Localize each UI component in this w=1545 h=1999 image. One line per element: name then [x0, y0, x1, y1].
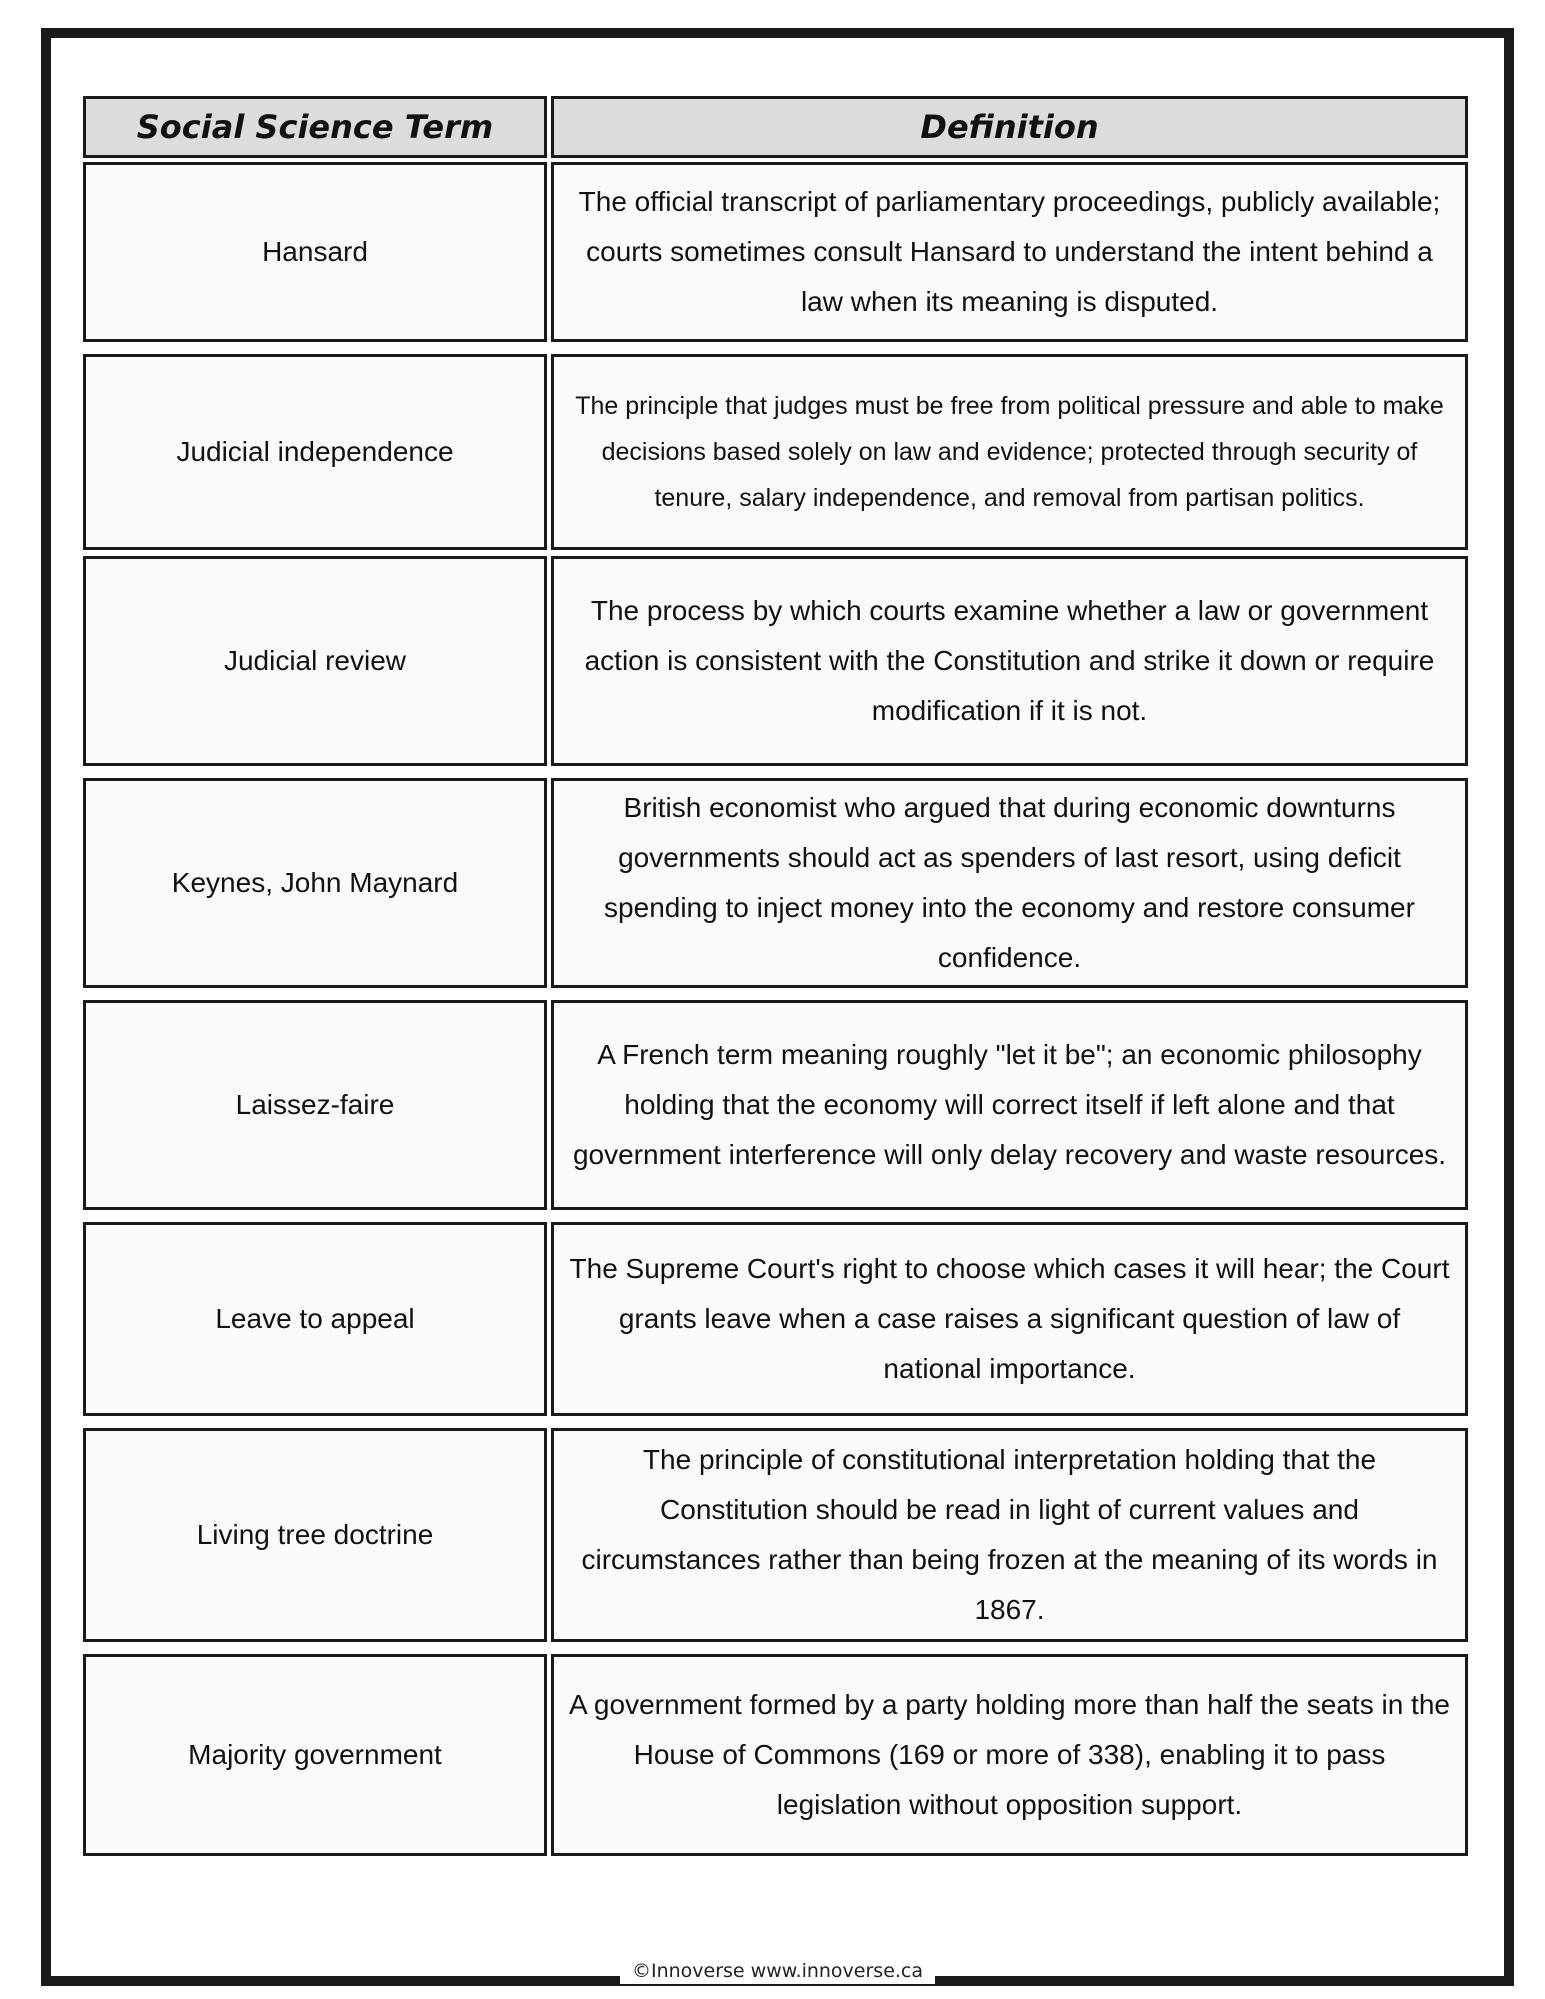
term-cell: Living tree doctrine [83, 1428, 547, 1642]
table-row [83, 354, 1468, 550]
header-term: Social Science Term [83, 96, 547, 158]
definition-cell: The principle that judges must be free from political pressure and able to make decisions based solely on law and evidence; protected through security of tenure, salary independence, and removal from partisan politics. [551, 354, 1468, 550]
term-cell: Leave to appeal [83, 1222, 547, 1416]
definition-cell: British economist who argued that during economic downturns governments should act as spenders of last resort, using deficit spending to inject money into the economy and restore consumer confidence. [551, 778, 1468, 988]
table-header-row [83, 96, 1468, 158]
term-cell: Judicial review [83, 556, 547, 766]
table-row [83, 556, 1468, 766]
term-cell: Keynes, John Maynard [83, 778, 547, 988]
definition-cell: A French term meaning roughly "let it be"; an economic philosophy holding that the economy will correct itself if left alone and that government interference will only delay recovery and waste resources. [551, 1000, 1468, 1210]
term-cell: Judicial independence [83, 354, 547, 550]
header-definition: Definition [551, 96, 1468, 158]
table-row [83, 1428, 1468, 1642]
term-cell: Majority government [83, 1654, 547, 1856]
table-row [83, 162, 1468, 342]
definition-cell: The official transcript of parliamentary proceedings, publicly available; courts sometimes consult Hansard to understand the intent behind a law when its meaning is disputed. [551, 162, 1468, 342]
table-row [83, 1000, 1468, 1210]
definition-cell: A government formed by a party holding more than half the seats in the House of Commons (169 or more of 338), enabling it to pass legislation without opposition support. [551, 1654, 1468, 1856]
term-cell: Laissez-faire [83, 1000, 547, 1210]
definition-cell: The principle of constitutional interpretation holding that the Constitution should be read in light of current values and circumstances rather than being frozen at the meaning of its words in 1867. [551, 1428, 1468, 1642]
footer [41, 1956, 1514, 1986]
glossary-table [83, 96, 1468, 1856]
definition-cell: The process by which courts examine whether a law or government action is consistent with the Constitution and strike it down or require modification if it is not. [551, 556, 1468, 766]
footer-copyright: ©Innoverse www.innoverse.ca [620, 1958, 935, 1984]
definition-cell: The Supreme Court's right to choose which cases it will hear; the Court grants leave when a case raises a significant question of law of national importance. [551, 1222, 1468, 1416]
term-cell: Hansard [83, 162, 547, 342]
table-row [83, 1654, 1468, 1856]
table-row [83, 778, 1468, 988]
table-row [83, 1222, 1468, 1416]
